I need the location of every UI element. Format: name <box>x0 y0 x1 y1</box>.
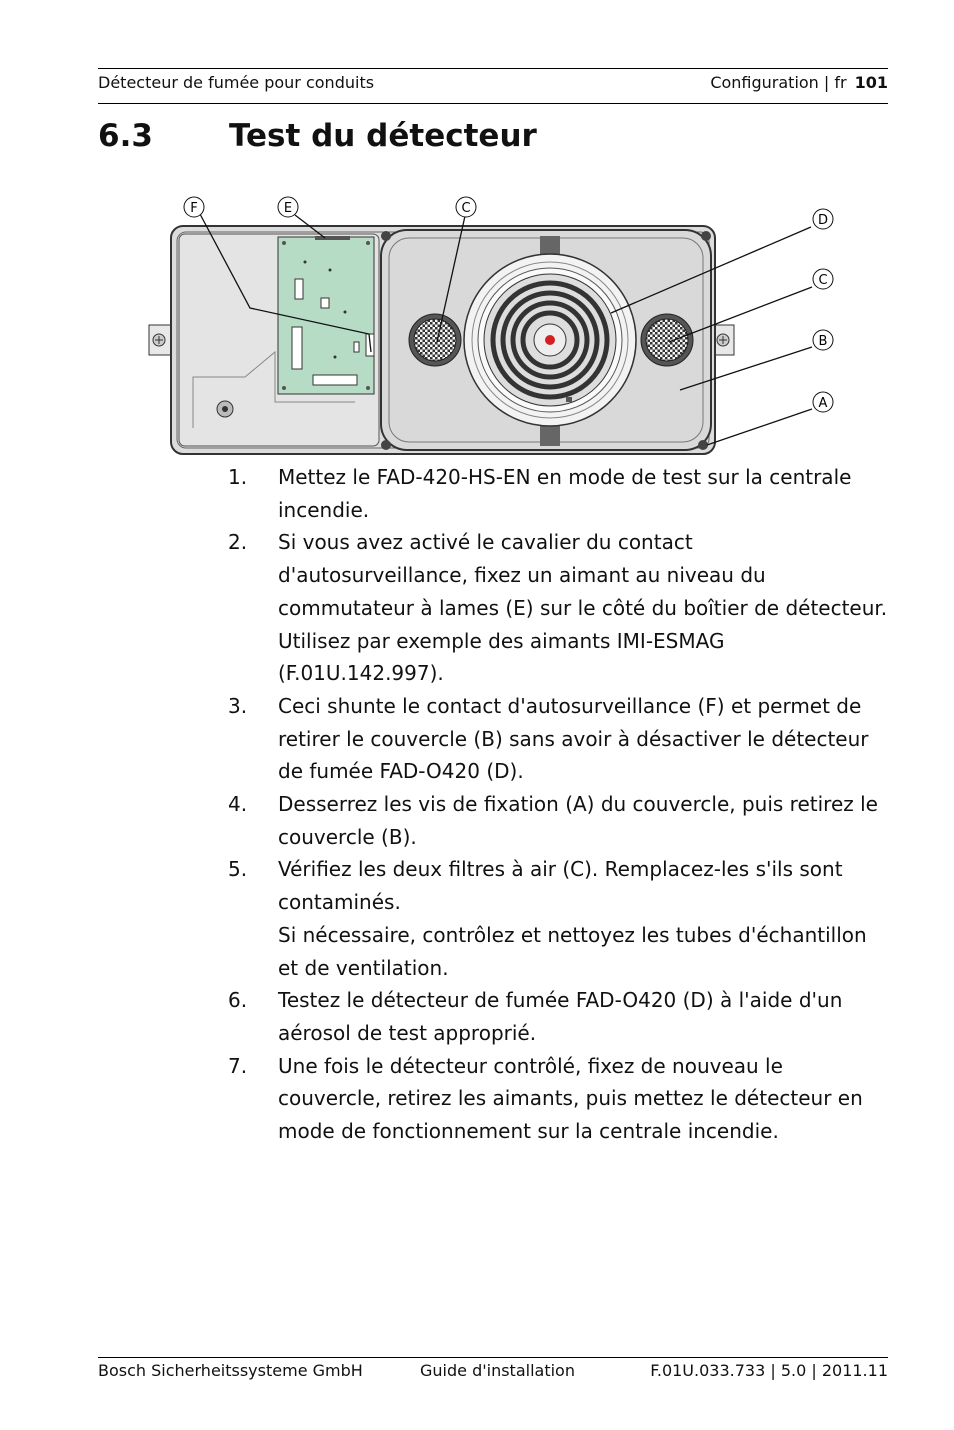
section-number: 6.3 <box>98 118 153 154</box>
header-doc-title: Détecteur de fumée pour conduits <box>98 73 375 92</box>
page-number: 101 <box>854 73 888 92</box>
section-title: Test du détecteur <box>229 118 537 154</box>
list-item <box>228 853 888 984</box>
label-f: F <box>190 201 198 216</box>
page-footer <box>98 1357 888 1388</box>
step-number: 2. <box>228 530 248 555</box>
callout-c-top <box>456 197 476 217</box>
callout-b <box>813 330 833 350</box>
list-item <box>228 1050 888 1148</box>
smoke-detector <box>464 254 636 426</box>
header-right <box>710 73 888 92</box>
step-text: Si vous avez activé le cavalier du contact d'autosurveillance, fixez un aimant au niveau du commutateur à lames (E) sur le côté du boîtier de détecteur. <box>278 530 888 620</box>
footer-company: Bosch Sicherheitssysteme GmbH <box>98 1361 363 1380</box>
detector-figure <box>145 192 845 462</box>
callout-a <box>813 392 833 412</box>
list-item <box>228 690 888 788</box>
cover-screw <box>381 231 391 241</box>
list-item <box>228 461 888 526</box>
test-steps-list <box>228 461 888 1148</box>
step-note: Utilisez par exemple des aimants IMI-ESMAG (F.01U.142.997). <box>278 628 725 686</box>
callout-f <box>184 197 204 217</box>
list-item <box>228 984 888 1049</box>
step-text: Mettez le FAD-420-HS-EN en mode de test sur la centrale incendie. <box>278 465 852 522</box>
step-number: 3. <box>228 693 248 718</box>
label-e: E <box>283 201 293 216</box>
label-c-right: C <box>818 273 828 288</box>
list-item <box>228 526 888 690</box>
label-c-top: C <box>461 201 471 216</box>
footer-doc-type: Guide d'installation <box>420 1361 575 1380</box>
section-heading <box>98 118 537 154</box>
cover-screw <box>701 231 711 241</box>
label-d: D <box>817 213 829 228</box>
air-filter-left <box>409 314 461 366</box>
cover-screw <box>381 440 391 450</box>
callout-d <box>813 209 833 229</box>
step-text: Ceci shunte le contact d'autosurveillance (F) et permet de retirer le couvercle (B) sans avoir à désactiver le détecteur de fumée FAD-O420 (D). <box>278 693 869 784</box>
step-number: 1. <box>228 465 248 489</box>
step-number: 5. <box>228 857 248 882</box>
header-section: Configuration | fr <box>710 73 847 92</box>
step-number: 7. <box>228 1053 248 1078</box>
page-header <box>98 68 888 104</box>
step-number: 4. <box>228 792 248 817</box>
callout-e <box>278 197 298 217</box>
footer-doc-ref: F.01U.033.733 | 5.0 | 2011.11 <box>650 1361 888 1380</box>
step-text: Vérifiez les deux filtres à air (C). Remplacez-les s'ils sont contaminés. <box>278 857 843 915</box>
step-text: Desserrez les vis de fixation (A) du couvercle, puis retirez le couvercle (B). <box>278 792 878 849</box>
detector-led <box>545 335 555 345</box>
list-item <box>228 788 888 853</box>
callout-c-right <box>813 269 833 289</box>
circuit-board <box>278 236 374 394</box>
step-text: Testez le détecteur de fumée FAD-O420 (D) à l'aide d'un aérosol de test approprié. <box>278 988 843 1045</box>
step-number: 6. <box>228 988 248 1013</box>
step-note: Si nécessaire, contrôlez et nettoyez les tubes d'échantillon et de ventilation. <box>278 922 867 980</box>
label-b: B <box>818 334 828 349</box>
cover-screw-a <box>698 440 708 450</box>
air-filter-right <box>641 314 693 366</box>
step-text: Une fois le détecteur contrôlé, fixez de nouveau le couvercle, retirez les aimants, puis mettez le détecteur en mode de fonctionnement sur la centrale incendie. <box>278 1053 863 1144</box>
label-a: A <box>818 396 828 411</box>
